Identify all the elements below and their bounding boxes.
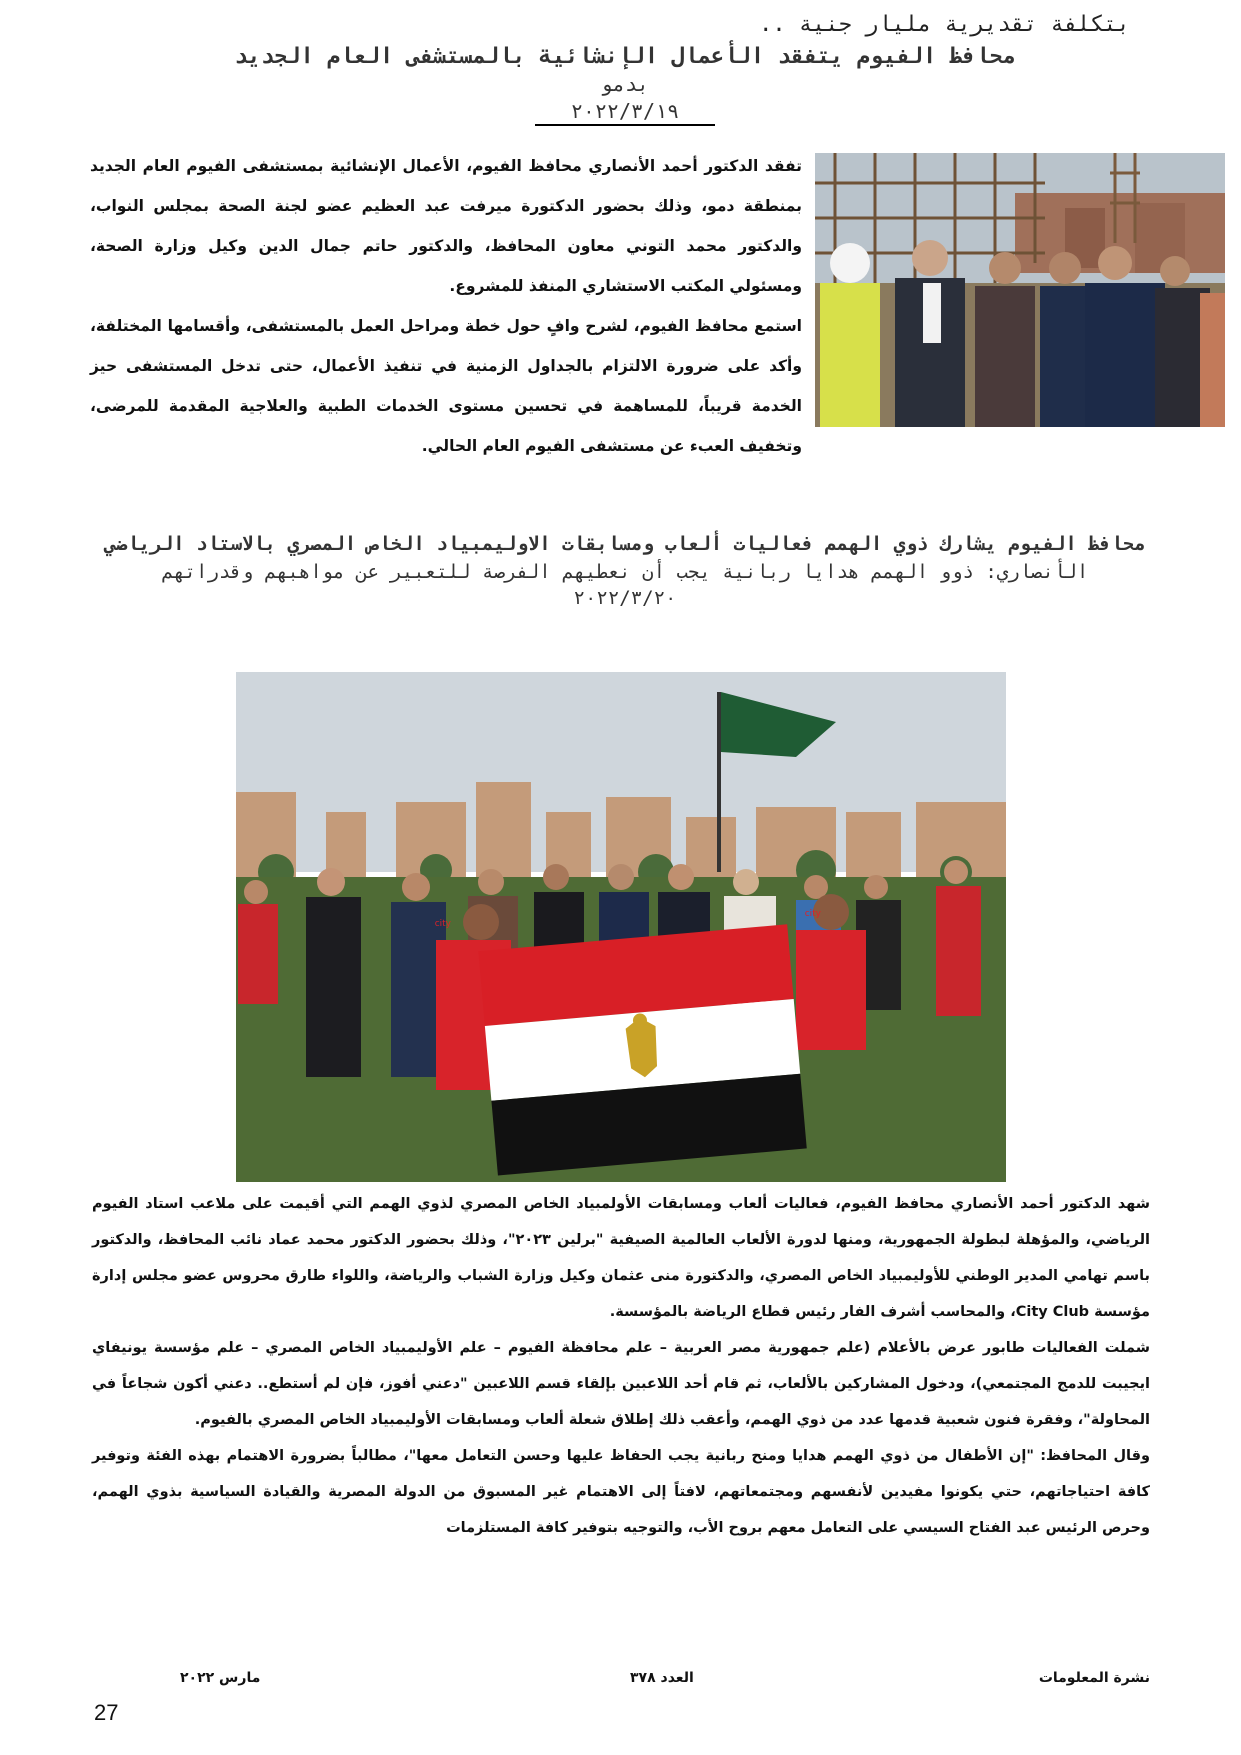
article2-body [92,1186,1150,1546]
article2-paragraph: شهد الدكتور أحمد الأنصاري محافظ الفيوم، فعاليات ألعاب ومسابقات الأولمبياد الخاص المصري لذوي الهمم التي أقيمت على ملاعب استاد الفيوم الرياضي، والمؤهلة لبطولة الجمهورية، ومنها لدورة الألعاب العالمية الصيفية "برلين ٢٠٢٣"، وذلك بحضور الدكتور محمد عماد نائب المحافظ، والدكتور باسم تهامي المدير الوطني للأوليمبياد الخاص المصري، والدكتورة منى عثمان وكيل وزارة الشباب والرياضة، واللواء طارق محروس عضو مجلس إدارة مؤسسة City Club، والمحاسب أشرف الفار رئيس قطاع الرياضة بالمؤسسة. [92,1196,1150,1320]
article1-title: محافظ الفيوم يتفقد الأعمال الإنشائية بالمستشفى العام الجديد [234,44,1016,69]
article2-date: ٢٠٢٢/٣/٢٠ [573,587,677,609]
article2-quote: الأنصاري: ذوو الهمم هدايا ربانية يجب أن نعطيهم الفرصة للتعبير عن مواهبهم وقدراتهم [161,561,1089,583]
hospital-construction-photo [815,153,1225,427]
footer-date: مارس ٢٠٢٢ [180,1670,261,1686]
stadium-flag-photo [236,672,1006,1182]
article2-paragraph: وقال المحافظ: "إن الأطفال من ذوي الهمم هدايا ومنح ربانية يجب الحفاظ عليها وحسن التعامل معها"، مطالباً بضرورة الاهتمام بهذه الفئة وتوفير كافة احتياجاتهم، حتي يكونوا مفيدين لأنفسهم ومجتمعاتهم، لافتاً إلى الاهتمام غير المسبوق من الدولة المصرية والقيادة السياسية بذوي الهمم، وحرص الرئيس عبد الفتاح السيسي على التعامل معهم بروح الأب، والتوجيه بتوفير كافة المستلزمات [92,1448,1150,1536]
article1-header [100,10,1150,126]
page-number: 27 [94,1700,119,1725]
page-footer [180,1670,1150,1694]
cap-logo-right: city [804,909,821,919]
footer-issue: العدد ٣٧٨ [630,1670,694,1686]
article2-header [100,530,1150,610]
article2-paragraph: شملت الفعاليات طابور عرض بالأعلام (علم جمهورية مصر العربية – علم محافظة الفيوم – علم الأوليمبياد الخاص المصري – علم مؤسسة يونيفاي ايجيبت للدمج المجتمعي)، ودخول المشاركين بالألعاب، ثم قام أحد اللاعبين بإلقاء قسم اللاعبين "دعني أفوز، فإن لم أستطع.. دعني أكون شجاعاً في المحاولة"، وفقرة فنون شعبية قدمها عدد من ذوي الهمم، وأعقب ذلك إطلاق شعلة ألعاب ومسابقات الأوليمبياد الخاص المصري بالفيوم. [92,1340,1150,1428]
article1-body [90,146,802,466]
article1-paragraph: تفقد الدكتور أحمد الأنصاري محافظ الفيوم، الأعمال الإنشائية بمستشفى الفيوم العام الجديد بمنطقة دمو، وذلك بحضور الدكتورة ميرفت عبد العظيم عضو لجنة الصحة بمجلس النواب، والدكتور محمد التوني معاون المحافظ، والدكتور حاتم جمال الدين وكيل وزارة الصحة، ومسئولي المكتب الاستشاري المنفذ للمشروع. [90,157,802,295]
cap-logo-left: city [434,919,451,929]
article1-paragraph: استمع محافظ الفيوم، لشرح وافٍ حول خطة ومراحل العمل بالمستشفى، وأقسامها المختلفة، وأكد على ضرورة الالتزام بالجداول الزمنية في تنفيذ الأعمال، حتى تدخل المستشفى حيز الخدمة قريباً، للمساهمة في تحسين مستوى الخدمات الطبية والعلاجية المقدمة للمرضى، وتخفيف العبء عن مستشفى الفيوم العام الحالي. [90,317,802,455]
article2-title: محافظ الفيوم يشارك ذوي الهمم فعاليات ألعاب ومسابقات الاوليمبياد الخاص المصري بالاستاد الرياضي [104,533,1146,555]
article1-date: ٢٠٢٢/٣/١٩ [535,98,715,126]
article1-kicker: بتكلفة تقديرية مليار جنية .. [759,12,1130,37]
footer-publication: نشرة المعلومات [1038,1670,1150,1686]
article1-subtitle: بدمو [600,72,650,96]
